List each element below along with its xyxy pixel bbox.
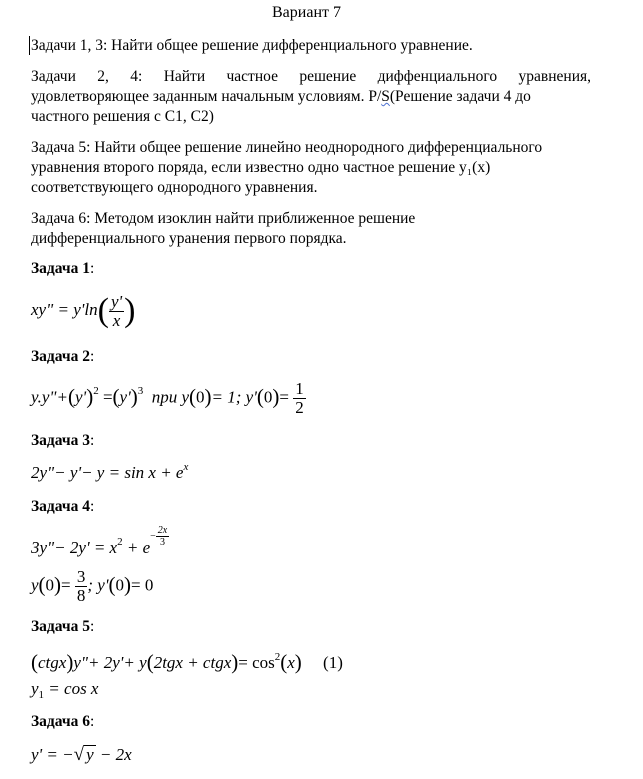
task-3-heading: Задача 3: (31, 432, 95, 449)
task-4-heading: Задача 4: (31, 498, 95, 515)
task-1-heading: Задача 1: (31, 260, 95, 277)
task-5-heading: Задача 5: (31, 618, 95, 635)
spellcheck-word: S (381, 88, 390, 105)
equation-3: 2y"− $y'- y = \sin x + e^x$ (31, 461, 189, 482)
instruction-task-6: Задача 6: Методом изоклин найти приближенное решение дифференциального уранения первого порядка. (31, 210, 416, 247)
instruction-task-5: Задача 5: Найти общее решение линейно неоднородного дифференциального уравнения второго поряда, если известно одно частное решение y₁(x) соответствующего однородного уравнения. (31, 139, 543, 196)
page-title: Вариант 7 (272, 4, 341, 21)
task-6-heading: Задача 6: (31, 713, 95, 730)
instruction-tasks-2-4: Задачи 2, 4: Найти частное решение диффенциального уравнения, удовлетворяющее заданным начальным условиям. P/S(Решение задачи 4 до частного решения с С1, С2) (31, 68, 591, 125)
equation-1: xy" = y'ln( $\frac{y'}{x}$ ) (31, 291, 136, 330)
equation-4b: y(0)= $\frac{3}{8}$ ; y'(0)= 0 (31, 567, 154, 605)
equation-5a: (ctgx)y"+ 2y'+ y(2tgx + ctgx)= $\cos^2(x)$ (1) (31, 650, 343, 674)
equation-4a: 3y"− $2y' = x^2 + e^{- \frac{2x}{3}}$ (31, 525, 168, 557)
equation-5b: $y_1 = \cos x$ (31, 679, 99, 701)
text-cursor (29, 36, 30, 55)
equation-2: $y.y"+(y')^2 =(y')^3$ при y(0)= 1; y'(0)= $\frac{1}{2}$ (31, 379, 304, 417)
equation-6: y' = −√ y − 2x (31, 744, 132, 765)
task-2-heading: Задача 2: (31, 348, 95, 365)
instruction-tasks-1-3: Задачи 1, 3: Найти общее решение дифференциального уравнение. (31, 37, 473, 54)
